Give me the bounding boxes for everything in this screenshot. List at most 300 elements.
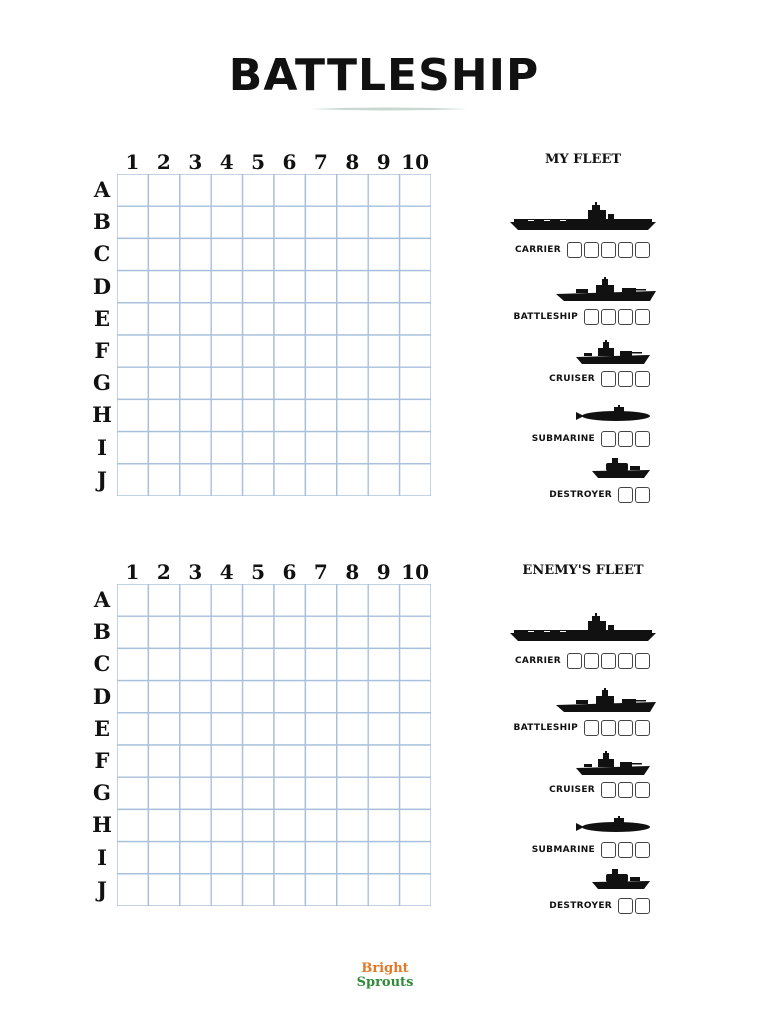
grid-cell-I8[interactable] [337, 842, 368, 874]
grid-cell-E1[interactable] [117, 303, 148, 335]
hit-checkbox[interactable] [618, 431, 633, 447]
grid-cell-I7[interactable] [305, 432, 336, 464]
grid-cell-D6[interactable] [274, 681, 305, 713]
row-label: B [93, 209, 111, 235]
grid-cell-F5[interactable] [243, 335, 274, 367]
grid-cell-H5[interactable] [243, 809, 274, 841]
grid-cell-F8[interactable] [337, 335, 368, 367]
grid-cell-A4[interactable] [211, 584, 242, 616]
grid-cell-J1[interactable] [117, 464, 148, 496]
column-label: 5 [251, 560, 266, 584]
ship-label: BATTLESHIP [513, 312, 578, 322]
grid-cell-H10[interactable] [400, 809, 431, 841]
grid-cell-D1[interactable] [117, 271, 148, 303]
hit-checkbox[interactable] [567, 653, 582, 669]
grid-cell-C2[interactable] [148, 238, 179, 270]
grid-cell-G7[interactable] [305, 367, 336, 399]
hit-checkbox[interactable] [601, 431, 616, 447]
grid-cell-F6[interactable] [274, 335, 305, 367]
fleet-title: MY FLEET [544, 152, 622, 167]
fleet-title: ENEMY'S FLEET [522, 563, 644, 578]
grid-cell-E8[interactable] [337, 303, 368, 335]
grid-cell-C8[interactable] [337, 238, 368, 270]
grid-cell-E6[interactable] [274, 713, 305, 745]
grid-cell-I5[interactable] [243, 432, 274, 464]
grid-cell-I1[interactable] [117, 842, 148, 874]
grid-cell-A5[interactable] [243, 584, 274, 616]
grid-cell-I2[interactable] [148, 432, 179, 464]
ship-label: DESTROYER [549, 490, 612, 500]
carrier-icon [508, 613, 658, 647]
grid-cell-F6[interactable] [274, 745, 305, 777]
hit-checkbox[interactable] [618, 842, 633, 858]
column-label: 7 [313, 560, 328, 584]
hit-checkbox[interactable] [618, 242, 633, 258]
grid-cell-I3[interactable] [180, 432, 211, 464]
grid-cell-J4[interactable] [211, 874, 242, 906]
hit-checkbox[interactable] [601, 309, 616, 325]
grid-cell-C3[interactable] [180, 238, 211, 270]
grid-cell-E4[interactable] [211, 713, 242, 745]
grid-cell-G5[interactable] [243, 777, 274, 809]
grid-cell-H7[interactable] [305, 399, 336, 431]
grid-cell-D4[interactable] [211, 681, 242, 713]
hit-checkbox[interactable] [601, 371, 616, 387]
grid-cell-G3[interactable] [180, 777, 211, 809]
hit-checkbox[interactable] [618, 898, 633, 914]
grid-cell-G10[interactable] [400, 777, 431, 809]
grid-cell-D4[interactable] [211, 271, 242, 303]
grid-cell-D1[interactable] [117, 681, 148, 713]
grid-cell-F7[interactable] [305, 335, 336, 367]
grid-cell-E10[interactable] [400, 713, 431, 745]
hit-checkbox[interactable] [584, 720, 599, 736]
hit-checkbox[interactable] [635, 653, 650, 669]
hit-checkbox[interactable] [601, 782, 616, 798]
grid-cell-C2[interactable] [148, 648, 179, 680]
grid-cell-I9[interactable] [368, 842, 399, 874]
grid-cell-A8[interactable] [337, 584, 368, 616]
grid-cell-E3[interactable] [180, 303, 211, 335]
grid-cell-F2[interactable] [148, 335, 179, 367]
row-label: J [97, 876, 107, 902]
grid-cell-A3[interactable] [180, 584, 211, 616]
grid-cell-D8[interactable] [337, 271, 368, 303]
grid-cell-J3[interactable] [180, 464, 211, 496]
grid-cell-H8[interactable] [337, 399, 368, 431]
grid-cell-I10[interactable] [400, 432, 431, 464]
grid-cell-I1[interactable] [117, 432, 148, 464]
hit-boxes [584, 309, 650, 325]
grid-cell-J8[interactable] [337, 464, 368, 496]
grid-cell-I5[interactable] [243, 842, 274, 874]
grid-cell-J10[interactable] [400, 874, 431, 906]
grid-cell-C6[interactable] [274, 648, 305, 680]
grid-cell-A2[interactable] [148, 584, 179, 616]
grid-cell-C1[interactable] [117, 648, 148, 680]
column-label: 6 [282, 560, 297, 584]
grid-cell-D10[interactable] [400, 271, 431, 303]
grid-cell-F1[interactable] [117, 335, 148, 367]
grid-cell-C1[interactable] [117, 238, 148, 270]
grid-cell-G7[interactable] [305, 777, 336, 809]
grid-cell-D2[interactable] [148, 271, 179, 303]
hit-boxes [584, 720, 650, 736]
grid-cell-H1[interactable] [117, 809, 148, 841]
grid-cell-G2[interactable] [148, 367, 179, 399]
grid-cell-H3[interactable] [180, 809, 211, 841]
grid-cell-B10[interactable] [400, 206, 431, 238]
grid-cell-G8[interactable] [337, 367, 368, 399]
column-label: 8 [345, 560, 360, 584]
grid-cell-E3[interactable] [180, 713, 211, 745]
grid-cell-E5[interactable] [243, 303, 274, 335]
grid-cell-I3[interactable] [180, 842, 211, 874]
grid-cell-F10[interactable] [400, 335, 431, 367]
grid-cell-H9[interactable] [368, 399, 399, 431]
grid-cell-B6[interactable] [274, 616, 305, 648]
row-label: J [97, 466, 107, 492]
row-label: A [93, 587, 111, 612]
grid-cell-C10[interactable] [400, 238, 431, 270]
grid-cell-G8[interactable] [337, 777, 368, 809]
grid-cell-C7[interactable] [305, 648, 336, 680]
grid-cell-G5[interactable] [243, 367, 274, 399]
grid-cell-E4[interactable] [211, 303, 242, 335]
column-label: 3 [188, 150, 203, 174]
row-label: I [97, 434, 107, 460]
grid-cell-D7[interactable] [305, 681, 336, 713]
hit-checkbox[interactable] [635, 898, 650, 914]
grid-cell-D9[interactable] [368, 271, 399, 303]
grid-cell-F9[interactable] [368, 335, 399, 367]
grid-cell-B8[interactable] [337, 206, 368, 238]
row-label: C [93, 651, 111, 677]
grid-cell-F1[interactable] [117, 745, 148, 777]
grid-cell-E10[interactable] [400, 303, 431, 335]
grid-cell-G4[interactable] [211, 367, 242, 399]
grid-cell-A1[interactable] [117, 584, 148, 616]
grid-cell-H5[interactable] [243, 399, 274, 431]
row-label: H [92, 402, 112, 428]
grid-cell-J8[interactable] [337, 874, 368, 906]
grid-cell-H7[interactable] [305, 809, 336, 841]
grid-cell-F4[interactable] [211, 335, 242, 367]
grid-cell-F10[interactable] [400, 745, 431, 777]
submarine-icon [576, 405, 652, 427]
hit-boxes [567, 653, 650, 669]
grid-cell-D6[interactable] [274, 271, 305, 303]
grid-cell-A9[interactable] [368, 174, 399, 206]
hit-checkbox[interactable] [635, 487, 650, 503]
row-label: D [92, 683, 112, 709]
row-label: A [93, 177, 111, 202]
ship-label: CARRIER [515, 245, 561, 255]
grid-cell-B3[interactable] [180, 616, 211, 648]
grid-cell-J9[interactable] [368, 464, 399, 496]
hit-checkbox[interactable] [618, 309, 633, 325]
grid-cell-J7[interactable] [305, 874, 336, 906]
grid-cell-A7[interactable] [305, 584, 336, 616]
grid-cell-I10[interactable] [400, 842, 431, 874]
grid-cell-E6[interactable] [274, 303, 305, 335]
board-grid [117, 174, 431, 496]
grid-cell-J1[interactable] [117, 874, 148, 906]
grid-cell-H1[interactable] [117, 399, 148, 431]
grid-cell-G1[interactable] [117, 367, 148, 399]
grid-cell-B6[interactable] [274, 206, 305, 238]
grid-cell-C10[interactable] [400, 648, 431, 680]
grid-cell-E9[interactable] [368, 303, 399, 335]
grid-cell-B4[interactable] [211, 206, 242, 238]
grid-cell-J4[interactable] [211, 464, 242, 496]
grid-cell-A1[interactable] [117, 174, 148, 206]
hit-checkbox[interactable] [601, 720, 616, 736]
grid-cell-J2[interactable] [148, 464, 179, 496]
grid-cell-E1[interactable] [117, 713, 148, 745]
grid-cell-A8[interactable] [337, 174, 368, 206]
grid-cell-G1[interactable] [117, 777, 148, 809]
row-label: E [93, 715, 110, 741]
grid-cell-B1[interactable] [117, 206, 148, 238]
grid-cell-H2[interactable] [148, 399, 179, 431]
grid-cell-J5[interactable] [243, 464, 274, 496]
column-label: 7 [313, 150, 328, 174]
row-label: D [92, 273, 112, 299]
grid-cell-B8[interactable] [337, 616, 368, 648]
grid-cell-D10[interactable] [400, 681, 431, 713]
column-label: 6 [282, 150, 297, 174]
ship-label: SUBMARINE [531, 434, 595, 444]
grid-cell-D2[interactable] [148, 681, 179, 713]
grid-cell-J6[interactable] [274, 874, 305, 906]
title-underline [308, 106, 470, 112]
grid-cell-F3[interactable] [180, 335, 211, 367]
ship-label: SUBMARINE [531, 845, 595, 855]
grid-cell-A3[interactable] [180, 174, 211, 206]
grid-cell-C9[interactable] [368, 238, 399, 270]
grid-cell-J9[interactable] [368, 874, 399, 906]
grid-cell-G9[interactable] [368, 367, 399, 399]
hit-checkbox[interactable] [618, 782, 633, 798]
grid-cell-G2[interactable] [148, 777, 179, 809]
destroyer-icon [592, 868, 650, 894]
grid-cell-A7[interactable] [305, 174, 336, 206]
column-label: 9 [376, 150, 391, 174]
row-label: G [93, 370, 111, 396]
grid-cell-B2[interactable] [148, 616, 179, 648]
grid-cell-F3[interactable] [180, 745, 211, 777]
ship-label: BATTLESHIP [513, 723, 578, 733]
grid-cell-B1[interactable] [117, 616, 148, 648]
grid-cell-I4[interactable] [211, 432, 242, 464]
grid-cell-A2[interactable] [148, 174, 179, 206]
grid-cell-E7[interactable] [305, 303, 336, 335]
hit-checkbox[interactable] [635, 242, 650, 258]
cruiser-icon [576, 751, 650, 781]
grid-cell-D5[interactable] [243, 681, 274, 713]
hit-boxes [567, 242, 650, 258]
grid-cell-E2[interactable] [148, 303, 179, 335]
grid-cell-J5[interactable] [243, 874, 274, 906]
row-label: B [93, 619, 111, 645]
grid-cell-D3[interactable] [180, 681, 211, 713]
row-label: F [94, 338, 110, 363]
grid-cell-I9[interactable] [368, 432, 399, 464]
hit-checkbox[interactable] [601, 653, 616, 669]
grid-cell-D7[interactable] [305, 271, 336, 303]
grid-cell-D8[interactable] [337, 681, 368, 713]
logo-line-1: Bright [361, 961, 409, 976]
hit-boxes [601, 431, 650, 447]
grid-cell-D9[interactable] [368, 681, 399, 713]
column-label: 2 [156, 150, 171, 174]
grid-cell-H4[interactable] [211, 809, 242, 841]
grid-cell-A10[interactable] [400, 584, 431, 616]
grid-cell-C3[interactable] [180, 648, 211, 680]
hit-checkbox[interactable] [601, 842, 616, 858]
grid-cell-I2[interactable] [148, 842, 179, 874]
grid-cell-F8[interactable] [337, 745, 368, 777]
grid-cell-B7[interactable] [305, 616, 336, 648]
grid-cell-B4[interactable] [211, 616, 242, 648]
hit-checkbox[interactable] [618, 720, 633, 736]
grid-cell-G4[interactable] [211, 777, 242, 809]
ship-label: CRUISER [549, 374, 595, 384]
grid-cell-J10[interactable] [400, 464, 431, 496]
grid-cell-A5[interactable] [243, 174, 274, 206]
grid-cell-A9[interactable] [368, 584, 399, 616]
grid-cell-G3[interactable] [180, 367, 211, 399]
grid-cell-A4[interactable] [211, 174, 242, 206]
grid-cell-H8[interactable] [337, 809, 368, 841]
row-label: F [94, 748, 110, 773]
hit-checkbox[interactable] [635, 371, 650, 387]
grid-cell-J3[interactable] [180, 874, 211, 906]
hit-checkbox[interactable] [635, 431, 650, 447]
hit-checkbox[interactable] [584, 653, 599, 669]
grid-cell-B9[interactable] [368, 616, 399, 648]
grid-cell-E2[interactable] [148, 713, 179, 745]
grid-cell-G6[interactable] [274, 367, 305, 399]
hit-checkbox[interactable] [618, 653, 633, 669]
column-label: 1 [125, 150, 140, 174]
column-label: 4 [219, 560, 234, 584]
grid-cell-E7[interactable] [305, 713, 336, 745]
row-label: C [93, 241, 111, 267]
column-label: 9 [376, 560, 391, 584]
grid-cell-E5[interactable] [243, 713, 274, 745]
column-label: 8 [345, 150, 360, 174]
grid-cell-C4[interactable] [211, 238, 242, 270]
hit-checkbox[interactable] [584, 309, 599, 325]
grid-cell-F5[interactable] [243, 745, 274, 777]
grid-cell-B5[interactable] [243, 206, 274, 238]
hit-checkbox[interactable] [618, 371, 633, 387]
grid-cell-H10[interactable] [400, 399, 431, 431]
brand-logo [340, 962, 430, 990]
column-label: 2 [156, 560, 171, 584]
submarine-icon [576, 816, 652, 838]
grid-cell-A10[interactable] [400, 174, 431, 206]
grid-cell-E8[interactable] [337, 713, 368, 745]
hit-checkbox[interactable] [635, 720, 650, 736]
grid-cell-B7[interactable] [305, 206, 336, 238]
grid-cell-J2[interactable] [148, 874, 179, 906]
grid-cell-I8[interactable] [337, 432, 368, 464]
column-label: 10 [401, 150, 430, 174]
grid-cell-I7[interactable] [305, 842, 336, 874]
grid-cell-C5[interactable] [243, 648, 274, 680]
grid-cell-B5[interactable] [243, 616, 274, 648]
hit-checkbox[interactable] [567, 242, 582, 258]
grid-cell-F4[interactable] [211, 745, 242, 777]
ship-label: CRUISER [549, 785, 595, 795]
grid-cell-H2[interactable] [148, 809, 179, 841]
grid-cell-I6[interactable] [274, 842, 305, 874]
grid-cell-C4[interactable] [211, 648, 242, 680]
row-label: H [92, 812, 112, 838]
ship-label: CARRIER [515, 656, 561, 666]
logo-line-2: Sprouts [356, 975, 414, 990]
grid-cell-G6[interactable] [274, 777, 305, 809]
destroyer-icon [592, 457, 650, 483]
page-title: BATTLESHIP [228, 50, 540, 101]
carrier-icon [508, 202, 658, 236]
hit-checkbox[interactable] [618, 487, 633, 503]
grid-cell-A6[interactable] [274, 174, 305, 206]
grid-cell-F2[interactable] [148, 745, 179, 777]
grid-cell-C6[interactable] [274, 238, 305, 270]
grid-cell-G10[interactable] [400, 367, 431, 399]
ship-label: DESTROYER [549, 901, 612, 911]
grid-cell-H6[interactable] [274, 809, 305, 841]
battleship-icon [556, 277, 656, 307]
grid-cell-J7[interactable] [305, 464, 336, 496]
grid-cell-C8[interactable] [337, 648, 368, 680]
grid-cell-H9[interactable] [368, 809, 399, 841]
hit-boxes [601, 782, 650, 798]
grid-cell-I6[interactable] [274, 432, 305, 464]
grid-cell-B3[interactable] [180, 206, 211, 238]
hit-checkbox[interactable] [584, 242, 599, 258]
grid-cell-D5[interactable] [243, 271, 274, 303]
hit-checkbox[interactable] [635, 782, 650, 798]
grid-cell-H6[interactable] [274, 399, 305, 431]
grid-cell-G9[interactable] [368, 777, 399, 809]
grid-cell-F9[interactable] [368, 745, 399, 777]
hit-boxes [618, 898, 650, 914]
grid-cell-C5[interactable] [243, 238, 274, 270]
grid-cell-D3[interactable] [180, 271, 211, 303]
hit-checkbox[interactable] [635, 842, 650, 858]
hit-checkbox[interactable] [635, 309, 650, 325]
grid-cell-B9[interactable] [368, 206, 399, 238]
hit-checkbox[interactable] [601, 242, 616, 258]
grid-cell-B10[interactable] [400, 616, 431, 648]
grid-cell-C7[interactable] [305, 238, 336, 270]
column-label: 5 [251, 150, 266, 174]
grid-cell-B2[interactable] [148, 206, 179, 238]
grid-cell-I4[interactable] [211, 842, 242, 874]
grid-cell-F7[interactable] [305, 745, 336, 777]
grid-cell-H3[interactable] [180, 399, 211, 431]
grid-cell-C9[interactable] [368, 648, 399, 680]
grid-cell-J6[interactable] [274, 464, 305, 496]
grid-cell-E9[interactable] [368, 713, 399, 745]
grid-cell-A6[interactable] [274, 584, 305, 616]
grid-cell-H4[interactable] [211, 399, 242, 431]
